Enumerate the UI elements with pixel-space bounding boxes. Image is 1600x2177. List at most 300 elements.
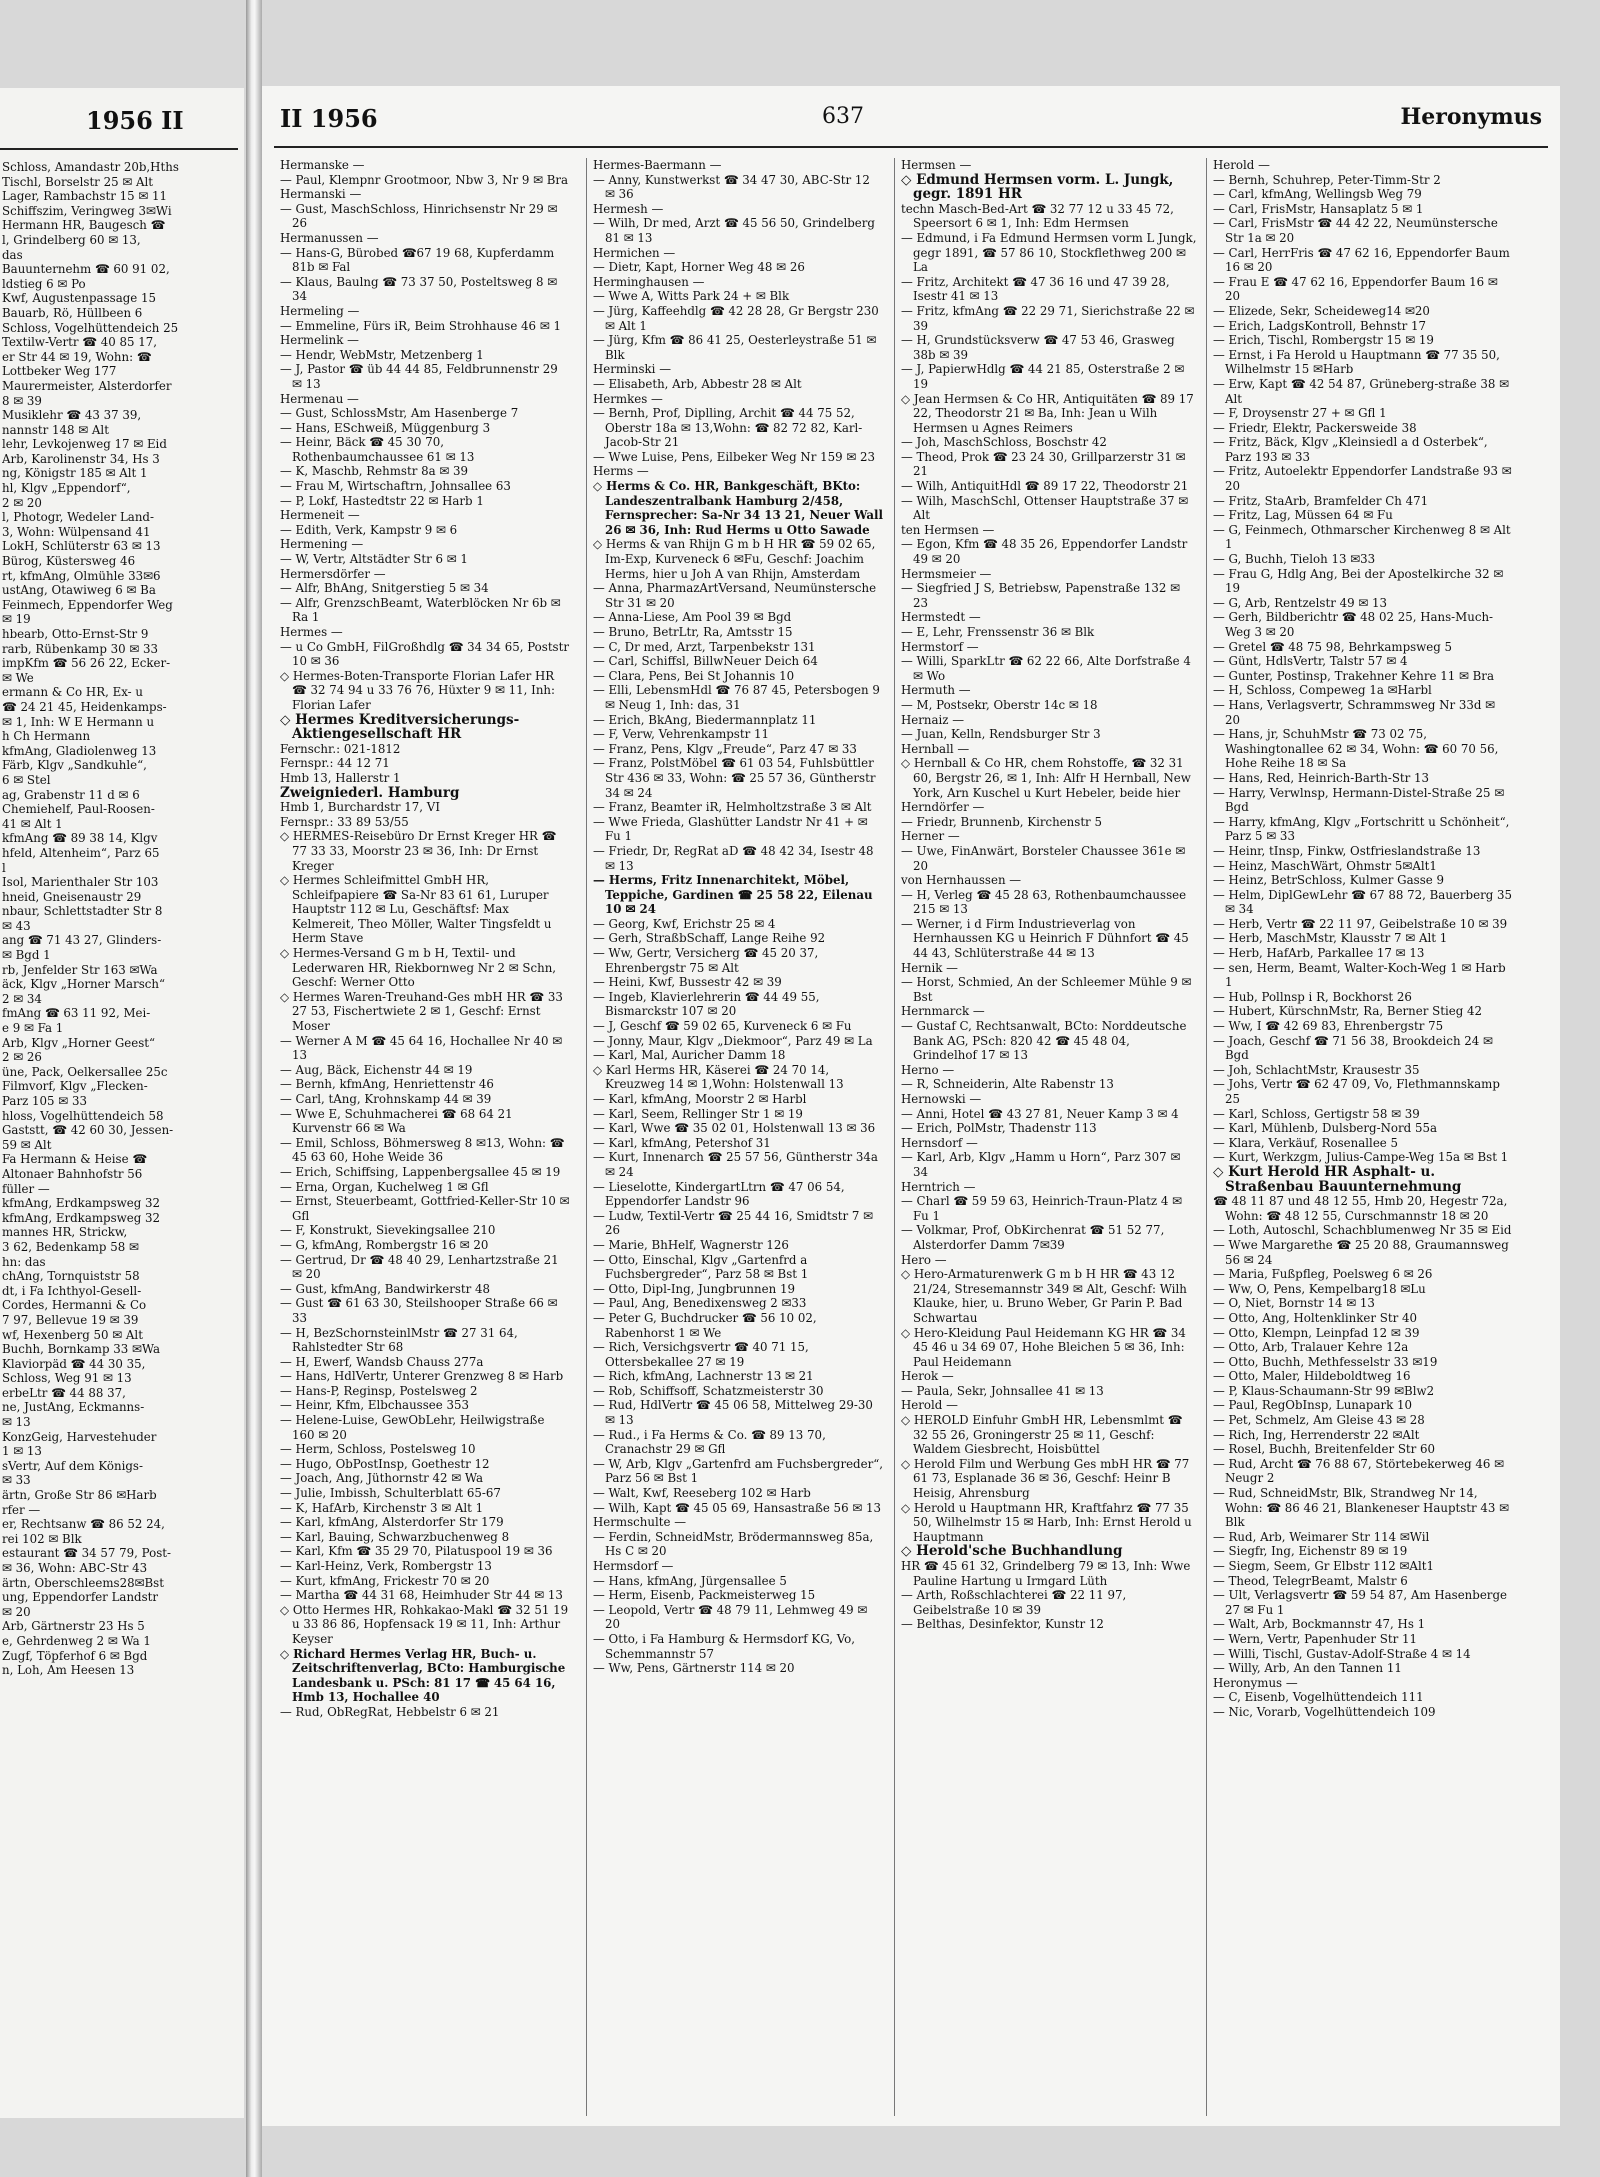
directory-entry: Hermstorf — <box>901 639 979 654</box>
directory-entry: — Karl, Schloss, Gertigstr 58 ✉ 39 <box>1213 1106 1420 1121</box>
directory-line: ldstieg 6 ✉ Po <box>2 276 86 291</box>
directory-entry: — Karl, Mal, Auricher Damm 18 <box>593 1048 786 1063</box>
directory-entry: — Fritz, Autoelektr Eppendorfer Landstraße 93 ✉ 20 <box>1213 464 1512 494</box>
directory-entry: — Gustaf C, Rechtsanwalt, BCto: Norddeutsche Bank AG, PSch: 820 42 ☎ 45 48 04, Grindelhof 17 ✉ 13 <box>901 1019 1187 1063</box>
directory-entry: ◇ Herold u Hauptmann HR, Kraftfahrz ☎ 77 35 50, Wilhelmstr 15 ✉ Harb, Inh: Ernst Herold u Hauptmann <box>901 1500 1192 1544</box>
directory-line: estaurant ☎ 34 57 79, Post- <box>2 1546 171 1561</box>
directory-entry: — sen, Herm, Beamt, Walter-Koch-Weg 1 ✉ Harb 1 <box>1213 960 1506 990</box>
directory-line: rei 102 ✉ Blk <box>2 1531 82 1546</box>
directory-line: hl, Klgv „Eppendorf“, <box>2 481 131 496</box>
directory-entry: — Harry, Verwlnsp, Hermann-Distel-Straße 25 ✉ Bgd <box>1213 785 1505 815</box>
directory-entry: Herok — <box>901 1369 954 1384</box>
directory-entry: — Jürg, Kaffeehdlg ☎ 42 28 28, Gr Bergstr 230 ✉ Alt 1 <box>593 303 879 333</box>
directory-entry: — Helene-Luise, GewObLehr, Heilwigstraße 160 ✉ 20 <box>280 1413 545 1442</box>
directory-entry: — Erich, BkAng, Biedermannplatz 11 <box>593 712 817 727</box>
directory-entry: — Edith, Verk, Kampstr 9 ✉ 6 <box>280 522 458 537</box>
directory-line: 41 ✉ Alt 1 <box>2 816 63 831</box>
directory-entry: — Carl, FrisMstr ☎ 44 42 22, Neumünstersche Str 1a ✉ 20 <box>1213 216 1498 245</box>
directory-entry: Hermstedt — <box>901 610 981 625</box>
directory-entry: Hermichen — <box>593 245 676 260</box>
directory-entry: Herno — <box>901 1062 955 1077</box>
directory-entry: — M, Postsekr, Oberstr 14c ✉ 18 <box>901 697 1098 712</box>
directory-entry: — Herb, HafArb, Parkallee 17 ✉ 13 <box>1213 946 1425 961</box>
directory-line: ✉ Bgd 1 <box>2 948 51 963</box>
directory-line: kfmAng, Erdkampsweg 32 <box>2 1196 161 1211</box>
right-page <box>262 86 1560 2126</box>
directory-entry: — Peter G, Buchdrucker ☎ 56 10 02, Rabenhorst 1 ✉ We <box>593 1310 817 1340</box>
directory-line: Chemiehelf, Paul-Roosen- <box>2 802 155 817</box>
running-head-right: Heronymus <box>1400 104 1542 130</box>
directory-entry-highlighted: ◇ Kurt Herold HR Asphalt- u. Straßenbau Bauunternehmung <box>1213 1163 1462 1195</box>
directory-entry: Hero — <box>901 1252 947 1267</box>
directory-entry: Hermsmeier — <box>901 566 992 581</box>
running-head-left: II 1956 <box>280 104 378 133</box>
directory-entry: ◇ Hernball & Co HR, chem Rohstoffe, ☎ 32 31 60, Bergstr 26, ✉ 1, Inh: Alfr H Hernball, New York, Arn Kuschel u Kurt Hebeler, beide hier <box>901 756 1191 800</box>
directory-line: ang ☎ 71 43 27, Glinders- <box>2 933 162 948</box>
directory-line: äck, Klgv „Horner Marsch“ <box>2 977 165 992</box>
directory-entry: — R, Schneiderin, Alte Rabenstr 13 <box>901 1077 1114 1092</box>
directory-entry: — Alfr, BhAng, Snitgerstieg 5 ✉ 34 <box>280 581 489 596</box>
directory-entry: — Karl, kfmAng, Petershof 31 <box>593 1135 771 1150</box>
directory-entry: — Klaus, Baulng ☎ 73 37 50, Posteltsweg 8 ✉ 34 <box>280 274 558 304</box>
directory-entry: — Jonny, Maur, Klgv „Diekmoor“, Parz 49 ✉ La <box>593 1033 873 1048</box>
directory-entry: Hermersdörfer — <box>280 566 386 581</box>
directory-line: sVertr, Auf dem Königs- <box>2 1458 143 1473</box>
directory-entry: — Gust, kfmAng, Bandwirkerstr 48 <box>280 1281 491 1296</box>
directory-entry: — Willi, Tischl, Gustav-Adolf-Straße 4 ✉ 14 <box>1213 1646 1471 1661</box>
directory-line: ag, Grabenstr 11 d ✉ 6 <box>2 787 140 802</box>
directory-entry: — Carl, Schiffsl, BillwNeuer Deich 64 <box>593 654 818 669</box>
directory-line: Bürog, Küstersweg 46 <box>2 554 136 569</box>
directory-line: Arb, Gärtnerstr 23 Hs 5 <box>2 1619 145 1634</box>
directory-entry: — Marie, BhHelf, Wagnerstr 126 <box>593 1237 789 1252</box>
directory-entry-highlighted: ◇ Herms & Co. HR, Bankgeschäft, BKto: Landeszentralbank Hamburg 2/458, Fernsprecher: Sa-Nr 34 13 21, Neuer Wall 26 ✉ 36, Inh: Rud Herms u Otto Sawade <box>593 479 883 537</box>
directory-entry: — Hans, jr, SchuhMstr ☎ 73 02 75, Washingtonallee 62 ✉ 34, Wohn: ☎ 60 70 56, Hohe Reihe 18 ✉ Sa <box>1213 727 1499 771</box>
directory-entry: — H, BezSchornsteinlMstr ☎ 27 31 64, Rahlstedter Str 68 <box>280 1325 518 1355</box>
directory-line: ärtn, Oberschleems28✉Bst <box>2 1575 164 1590</box>
header-rule <box>0 148 238 150</box>
directory-entry: — Ult, Verlagsvertr ☎ 59 54 87, Am Hasenberge 27 ✉ Fu 1 <box>1213 1588 1507 1617</box>
directory-line: ✉ 33 <box>2 1473 31 1488</box>
directory-line: n, Loh, Am Heesen 13 <box>2 1663 135 1678</box>
directory-line: impKfm ☎ 56 26 22, Ecker- <box>2 656 171 671</box>
directory-entry: — Clara, Pens, Bei St Johannis 10 <box>593 668 795 683</box>
directory-entry: — Arth, Roßschlachterei ☎ 22 11 97, Geibelstraße 10 ✉ 39 <box>901 1588 1127 1617</box>
directory-entry: — Rud, Arb, Weimarer Str 114 ✉Wil <box>1213 1529 1430 1544</box>
directory-entry-highlighted: ◇ Herold'sche Buchhandlung <box>901 1543 1123 1560</box>
directory-line: hloss, Vogelhüttendeich 58 <box>2 1108 164 1123</box>
directory-entry: — Herb, MaschMstr, Klausstr 7 ✉ Alt 1 <box>1213 931 1448 946</box>
directory-entry: — Belthas, Desinfektor, Kunstr 12 <box>901 1617 1104 1632</box>
directory-entry: ◇ Otto Hermes HR, Rohkakao-Makl ☎ 32 51 19 u 33 86 86, Hopfensack 19 ✉ 11, Inh: Arthur Keyser <box>280 1602 569 1646</box>
directory-line: füller — <box>2 1181 50 1196</box>
directory-entry: ◇ Herms & van Rhijn G m b H HR ☎ 59 02 65, Im-Exp, Kurveneck 6 ✉Fu, Geschf: Joachim Herms, hier u Joh A van Rhijn, Amsterdam <box>593 537 876 581</box>
directory-entry: — Paul, Ang, Benedixensweg 2 ✉33 <box>593 1296 807 1311</box>
directory-entry: — Hans, kfmAng, Jürgensallee 5 <box>593 1573 787 1588</box>
directory-entry: — Karl, Mühlenb, Dulsberg-Nord 55a <box>1213 1121 1437 1136</box>
directory-line: Arb, Klgv „Horner Geest“ <box>2 1035 156 1050</box>
directory-line: l, Photogr, Wedeler Land- <box>2 510 154 525</box>
directory-entry: — Otto, i Fa Hamburg & Hermsdorf KG, Vo, Schemmannstr 57 <box>593 1631 856 1661</box>
directory-line: 59 ✉ Alt <box>2 1137 52 1152</box>
directory-line: Färb, Klgv „Sandkuhle“, <box>2 758 147 773</box>
directory-entry: — Ww, O, Pens, Kempelbarg18 ✉Lu <box>1213 1281 1426 1296</box>
directory-entry: — Rich, kfmAng, Lachnerstr 13 ✉ 21 <box>593 1369 814 1384</box>
directory-line: hbearb, Otto-Ernst-Str 9 <box>2 627 149 641</box>
directory-entry: — Hans-P, Reginsp, Postelsweg 2 <box>280 1383 478 1398</box>
directory-entry: — Gertrud, Dr ☎ 48 40 29, Lenhartzstraße 21 ✉ 20 <box>280 1252 559 1282</box>
directory-entry: ◇ Hermes-Versand G m b H, Textil- und Lederwaren HR, Riekbornweg Nr 2 ✉ Schn, Geschf: Werner Otto <box>280 946 557 990</box>
directory-entry: — Erich, PolMstr, Thadenstr 113 <box>901 1121 1097 1136</box>
directory-line: hn: das <box>2 1254 46 1269</box>
directory-entry: — Siegm, Seem, Gr Elbstr 112 ✉Alt1 <box>1213 1559 1434 1573</box>
directory-entry: — Rich, Versichgsvertr ☎ 40 71 15, Ottersbekallee 27 ✉ 19 <box>593 1340 809 1369</box>
directory-entry: Fernspr.: 33 89 53/55 <box>280 814 409 829</box>
directory-line: KonzGeig, Harvestehuder <box>2 1429 157 1444</box>
directory-entry: — Hans, Red, Heinrich-Barth-Str 13 <box>1213 770 1430 785</box>
directory-entry: Fernschr.: 021-1812 <box>280 741 401 756</box>
directory-entry: — Walt, Kwf, Reeseberg 102 ✉ Harb <box>593 1486 811 1501</box>
directory-entry: — u Co GmbH, FilGroßhdlg ☎ 34 34 65, Poststr 10 ✉ 36 <box>280 639 569 669</box>
directory-entry: Herold — <box>1213 158 1270 172</box>
left-page <box>0 88 244 2118</box>
directory-entry: — J, Pastor ☎ üb 44 44 85, Feldbrunnenstr 29 ✉ 13 <box>280 362 558 391</box>
directory-line: ✉ 13 <box>2 1415 31 1430</box>
directory-entry: — Ww, Pens, Gärtnerstr 114 ✉ 20 <box>593 1661 795 1676</box>
directory-entry: — Hans, Verlagsvertr, Schrammsweg Nr 33d ✉ 20 <box>1213 697 1496 727</box>
directory-entry: — Wwe A, Witts Park 24 + ✉ Blk <box>593 289 790 304</box>
directory-entry: ◇ HERMES-Reisebüro Dr Ernst Kreger HR ☎ 77 33 33, Moorstr 23 ✉ 36, Inh: Dr Ernst Kreger <box>280 829 557 873</box>
directory-entry: — P, Klaus-Schaumann-Str 99 ✉Blw2 <box>1213 1383 1435 1398</box>
directory-entry: Herminski — <box>593 362 671 377</box>
directory-entry: — Helm, DiplGewLehr ☎ 67 88 72, Bauerberg 35 ✉ 34 <box>1213 887 1513 917</box>
directory-entry: — Karl, Seem, Rellinger Str 1 ✉ 19 <box>593 1106 803 1121</box>
directory-entry: — Rich, Ing, Herrenderstr 22 ✉Alt <box>1213 1427 1420 1442</box>
directory-line: das <box>2 247 23 262</box>
directory-entry: — Erich, Schiffsing, Lappenbergsallee 45 ✉ 19 <box>280 1164 561 1179</box>
directory-entry: HR ☎ 45 61 32, Grindelberg 79 ✉ 13, Inh: Wwe Pauline Hartung u Irmgard Lüth <box>901 1559 1191 1588</box>
directory-entry: Hernowski — <box>901 1092 982 1106</box>
directory-entry: Herner — <box>901 829 960 844</box>
directory-entry: — Hans, HdlVertr, Unterer Grenzweg 8 ✉ Harb <box>280 1369 564 1384</box>
directory-entry: Hermsdorf — <box>593 1559 674 1573</box>
directory-entry: techn Masch-Bed-Art ☎ 32 77 12 u 33 45 72, Speersort 6 ✉ 1, Inh: Edm Hermsen <box>901 201 1174 231</box>
directory-entry: — Otto, Dipl-Ing, Jungbrunnen 19 <box>593 1281 795 1296</box>
directory-entry: — Ernst, Steuerbeamt, Gottfried-Keller-Str 10 ✉ Gfl <box>280 1194 570 1223</box>
directory-line: nannstr 148 ✉ Alt <box>2 422 109 437</box>
directory-line: e 9 ✉ Fa 1 <box>2 1021 64 1036</box>
directory-entry: — Werner A M ☎ 45 64 16, Hochallee Nr 40 ✉ 13 <box>280 1033 563 1063</box>
directory-entry: — Elli, LebensmHdl ☎ 76 87 45, Petersbogen 9 ✉ Neug 1, Inh: das, 31 <box>593 683 880 712</box>
directory-entry: — Fritz, kfmAng ☎ 22 29 71, Sierichstraße 22 ✉ 39 <box>901 303 1195 333</box>
directory-entry: — K, Maschb, Rehmstr 8a ✉ 39 <box>280 464 469 479</box>
directory-entry: ◇ Herold Film und Werbung Ges mbH HR ☎ 77 61 73, Esplanade 36 ✉ 36, Geschf: Heinr B Heisig, Ahrensburg <box>901 1456 1190 1501</box>
directory-line: Bauunternehm ☎ 60 91 02, <box>2 262 170 277</box>
directory-entry: — Kurt, Werkzgm, Julius-Campe-Weg 15a ✉ Bst 1 <box>1213 1150 1509 1165</box>
directory-entry: — Nic, Vorarb, Vogelhüttendeich 109 <box>1213 1704 1436 1719</box>
directory-entry: Hernik — <box>901 960 958 975</box>
directory-entry: — Maria, Fußpfleg, Poelsweg 6 ✉ 26 <box>1213 1267 1433 1282</box>
directory-entry: — H, Verleg ☎ 45 28 63, Rothenbaumchaussee 215 ✉ 13 <box>901 887 1187 917</box>
directory-line: chAng, Tornquiststr 58 <box>2 1269 140 1284</box>
directory-line: l, Grindelberg 60 ✉ 13, <box>2 232 141 247</box>
directory-line: Maurermeister, Alsterdorfer <box>2 378 172 393</box>
directory-entry: — Fritz, Bäck, Klgv „Kleinsiedl a d Osterbek“, Parz 193 ✉ 33 <box>1213 435 1488 464</box>
directory-entry: — Willy, Arb, An den Tannen 11 <box>1213 1661 1402 1676</box>
directory-entry: — Karl, Wwe ☎ 35 02 01, Holstenwall 13 ✉ 36 <box>593 1121 876 1136</box>
directory-entry: — Jürg, Kfm ☎ 86 41 25, Oesterleystraße 51 ✉ Blk <box>593 333 877 362</box>
directory-entry: — Anna, PharmazArtVersand, Neumünstersche Str 31 ✉ 20 <box>593 581 877 610</box>
directory-line: l <box>2 860 6 875</box>
directory-column-1 <box>280 158 570 2116</box>
directory-entry: — Herm, Schloss, Postelsweg 10 <box>280 1442 476 1457</box>
directory-entry: — Frau G, Hdlg Ang, Bei der Apostelkirche 32 ✉ 19 <box>1213 566 1504 596</box>
directory-entry: — Hendr, WebMstr, Metzenberg 1 <box>280 347 484 362</box>
directory-entry: ◇ Karl Herms HR, Käserei ☎ 24 70 14, Kreuzweg 14 ✉ 1,Wohn: Holstenwall 13 <box>593 1062 844 1092</box>
directory-line: Bauarb, Rö, Hüllbeen 6 <box>2 305 143 320</box>
directory-entry: — Hub, Pollnsp i R, Bockhorst 26 <box>1213 989 1412 1004</box>
directory-line: 2 ✉ 34 <box>2 991 42 1006</box>
directory-entry: — Heinz, BetrSchloss, Kulmer Gasse 9 <box>1213 873 1444 888</box>
directory-line: üne, Pack, Oelkersallee 25c <box>2 1064 168 1079</box>
directory-entry: Hernmarck — <box>901 1004 985 1019</box>
left-page-column <box>2 160 238 2108</box>
directory-entry: Hermes — <box>280 625 343 639</box>
directory-entry: — Wwe E, Schuhmacherei ☎ 68 64 21 Kurvenstr 66 ✉ Wa <box>280 1106 513 1136</box>
directory-entry: — Theod, TelegrBeamt, Malstr 6 <box>1213 1573 1408 1588</box>
directory-line: kfmAng, Gladiolenweg 13 <box>2 743 157 758</box>
directory-entry: Hermanske — <box>280 158 365 172</box>
directory-line: fmAng ☎ 63 11 92, Mei- <box>2 1006 151 1021</box>
directory-entry: — Wwe Luise, Pens, Eilbeker Weg Nr 159 ✉ 23 <box>593 449 876 464</box>
directory-entry: — Wern, Vertr, Papenhuder Str 11 <box>1213 1631 1417 1646</box>
directory-entry: — H, Grundstücksverw ☎ 47 53 46, Grasweg 38b ✉ 39 <box>901 333 1175 362</box>
directory-entry: — Horst, Schmied, An der Schleemer Mühle 9 ✉ Bst <box>901 975 1192 1004</box>
directory-entry: Hermkes — <box>593 391 663 406</box>
directory-entry: — Loth, Autoschl, Schachblumenweg Nr 35 ✉ Eid <box>1213 1223 1512 1238</box>
directory-line: Schiffszim, Veringweg 3✉Wi <box>2 203 172 218</box>
directory-entry: — Joach, Geschf ☎ 71 56 38, Brookdeich 24 ✉ Bgd <box>1213 1033 1493 1063</box>
directory-entry: — Theod, Prok ☎ 23 24 30, Grillparzerstr 31 ✉ 21 <box>901 449 1186 479</box>
directory-line: kfmAng, Erdkampsweg 32 <box>2 1210 161 1225</box>
directory-entry: — Ernst, i Fa Herold u Hauptmann ☎ 77 35 50, Wilhelmstr 15 ✉Harb <box>1213 347 1500 377</box>
directory-entry: — Emil, Schloss, Böhmersweg 8 ✉13, Wohn: ☎ 45 63 60, Hohe Weide 36 <box>280 1135 565 1165</box>
directory-entry: — Karl-Heinz, Verk, Rombergstr 13 <box>280 1559 492 1573</box>
directory-entry: — Joh, MaschSchloss, Boschstr 42 <box>901 435 1107 450</box>
directory-entry: ◇ Hermes Schleifmittel GmbH HR, Schleifpapiere ☎ Sa-Nr 83 61 61, Luruper Hauptstr 112 ✉ Lu, Geschäftsf: Max Kelmereit, Theo Möller, Walter Tingsfeldt u Herm Stave <box>280 873 552 946</box>
directory-entry: — Heinr, Kfm, Elbchaussee 353 <box>280 1398 470 1413</box>
directory-entry: — Karl, kfmAng, Moorstr 2 ✉ Harbl <box>593 1092 807 1106</box>
directory-entry: — Georg, Kwf, Erichstr 25 ✉ 4 <box>593 916 776 931</box>
directory-entry: — Heinr, tInsp, Finkw, Ostfrieslandstraße 13 <box>1213 843 1481 858</box>
directory-line: ung, Eppendorfer Landstr <box>2 1590 159 1605</box>
directory-line: Textilw-Vertr ☎ 40 85 17, <box>2 335 158 350</box>
directory-entry: Hermschulte — <box>593 1515 686 1530</box>
directory-line: erbeLtr ☎ 44 88 37, <box>2 1385 126 1400</box>
directory-entry: — Bruno, BetrLtr, Ra, Amtsstr 15 <box>593 625 793 639</box>
directory-entry: — Siegfried J S, Betriebsw, Papenstraße 132 ✉ 23 <box>901 581 1181 610</box>
directory-entry: — Carl, HerrFris ☎ 47 62 16, Eppendorfer Baum 16 ✉ 20 <box>1213 245 1510 275</box>
directory-entry: — Werner, i d Firm Industrieverlag von Hernhaussen KG u Heinrich F Dühnfort ☎ 45 44 43, Schlüterstraße 44 ✉ 13 <box>901 916 1189 961</box>
directory-entry: — Wwe Frieda, Glashütter Landstr Nr 41 + ✉ Fu 1 <box>593 814 868 844</box>
directory-entry: Herminghausen — <box>593 274 705 289</box>
directory-entry: — Anna-Liese, Am Pool 39 ✉ Bgd <box>593 610 792 625</box>
directory-entry: — Herb, Vertr ☎ 22 11 97, Geibelstraße 10 ✉ 39 <box>1213 916 1508 931</box>
directory-entry: — Carl, FrisMstr, Hansaplatz 5 ✉ 1 <box>1213 201 1424 216</box>
directory-entry: Hernsdorf — <box>901 1135 978 1150</box>
directory-entry: — Wilh, MaschSchl, Ottenser Hauptstraße 37 ✉ Alt <box>901 493 1189 523</box>
directory-line: rb, Jenfelder Str 163 ✉Wa <box>2 962 158 977</box>
directory-line: lehr, Levkojenweg 17 ✉ Eid <box>2 437 167 452</box>
directory-entry: Herold — <box>901 1398 958 1413</box>
directory-line: Cordes, Hermanni & Co <box>2 1298 147 1313</box>
directory-entry: — Rud., i Fa Herms & Co. ☎ 89 13 70, Cranachstr 29 ✉ Gfl <box>593 1427 826 1457</box>
directory-entry: — C, Dr med, Arzt, Tarpenbekstr 131 <box>593 639 816 654</box>
directory-entry: — Paul, Klempnr Grootmoor, Nbw 3, Nr 9 ✉ Bra <box>280 172 569 187</box>
directory-entry: — Otto, Arb, Tralauer Kehre 12a <box>1213 1340 1409 1355</box>
directory-entry: — G, Buchh, Tieloh 13 ✉33 <box>1213 552 1376 567</box>
directory-entry: ◇ Hermes Waren-Treuhand-Ges mbH HR ☎ 33 27 53, Fischertwiete 2 ✉ 1, Geschf: Ernst Moser <box>280 989 563 1034</box>
directory-entry: — Frau M, Wirtschaftrn, Johnsallee 63 <box>280 479 511 494</box>
directory-line: Parz 105 ✉ 33 <box>2 1094 87 1108</box>
directory-column-4 <box>1206 158 1513 2116</box>
directory-entry: — Bernh, Schuhrep, Peter-Timm-Str 2 <box>1213 172 1441 187</box>
directory-entry: Hermenau — <box>280 391 359 406</box>
directory-line: ustAng, Otawiweg 6 ✉ Ba <box>2 583 156 598</box>
directory-entry: — Kurt, Innenarch ☎ 25 57 56, Güntherstr 34a ✉ 24 <box>593 1150 878 1179</box>
directory-entry: — Martha ☎ 44 31 68, Heimhuder Str 44 ✉ 13 <box>280 1588 563 1603</box>
directory-line: Arb, Karolinenstr 34, Hs 3 <box>2 451 160 466</box>
directory-entry: — Gust, MaschSchloss, Hinrichsenstr Nr 29 ✉ 26 <box>280 201 558 231</box>
directory-entry: — Karl, Bauing, Schwarzbuchenweg 8 <box>280 1529 510 1544</box>
directory-entry: Herndörfer — <box>901 800 985 815</box>
directory-entry: — Fritz, Architekt ☎ 47 36 16 und 47 39 28, Isestr 41 ✉ 13 <box>901 274 1170 304</box>
directory-entry: — Edmund, i Fa Edmund Hermsen vorm L Jungk, gegr 1891, ☎ 57 86 10, Stockflethweg 200 ✉ La <box>901 230 1197 275</box>
directory-entry: — Bernh, kfmAng, Henriettenstr 46 <box>280 1077 494 1092</box>
directory-entry: — Wilh, Dr med, Arzt ☎ 45 56 50, Grindelberg 81 ✉ 13 <box>593 216 875 245</box>
directory-line: er Str 44 ✉ 19, Wohn: ☎ <box>2 349 152 364</box>
directory-entry: — Rud, ObRegRat, Hebbelstr 6 ✉ 21 <box>280 1704 500 1719</box>
directory-entry: — Gretel ☎ 48 75 98, Behrkampsweg 5 <box>1213 639 1453 654</box>
directory-entry: — Günt, HdlsVertr, Talstr 57 ✉ 4 <box>1213 654 1408 669</box>
directory-line: Lager, Rambachstr 15 ✉ 11 <box>2 189 167 204</box>
directory-entry: — Elisabeth, Arb, Abbestr 28 ✉ Alt <box>593 376 802 391</box>
directory-entry: — Friedr, Elektr, Packersweide 38 <box>1213 420 1417 435</box>
directory-entry-highlighted: Zweigniederl. Hamburg <box>280 784 460 801</box>
directory-entry: — Anni, Hotel ☎ 43 27 81, Neuer Kamp 3 ✉ 4 <box>901 1106 1179 1121</box>
directory-entry: — Dietr, Kapt, Horner Weg 48 ✉ 26 <box>593 260 805 275</box>
directory-entry: Hermsen — <box>901 158 972 172</box>
directory-entry: — W, Arb, Klgv „Gartenfrd am Fuchsbergreder“, Parz 56 ✉ Bst 1 <box>593 1456 883 1486</box>
directory-line: ne, JustAng, Eckmanns- <box>2 1400 145 1415</box>
directory-entry: — G, Feinmech, Othmarscher Kirchenweg 8 ✉ Alt 1 <box>1213 522 1511 552</box>
directory-line: LokH, Schlüterstr 63 ✉ 13 <box>2 539 161 554</box>
directory-line: rfer — <box>2 1502 41 1517</box>
directory-line: ✉ 19 <box>2 612 31 627</box>
directory-line: nbaur, Schlettstadter Str 8 <box>2 904 163 919</box>
directory-entry: Hernball — <box>901 741 970 756</box>
directory-entry: — Emmeline, Fürs iR, Beim Strohhause 46 ✉ 1 <box>280 318 561 333</box>
directory-entry: — Gerh, StraßbSchaff, Lange Reihe 92 <box>593 931 826 946</box>
directory-entry: — J, Geschf ☎ 59 02 65, Kurveneck 6 ✉ Fu <box>593 1019 852 1034</box>
directory-entry-highlighted: ◇ Hermes Kreditversicherungs-Aktiengesellschaft HR <box>280 711 520 743</box>
directory-entry: — Karl, Kfm ☎ 35 29 70, Pilatuspool 19 ✉ 36 <box>280 1544 553 1559</box>
directory-line: 3, Wohn: Wülpensand 41 <box>2 524 151 539</box>
directory-line: ng, Königstr 185 ✉ Alt 1 <box>2 466 148 481</box>
directory-entry: Hermanski — <box>280 187 362 202</box>
directory-entry: Hernaiz — <box>901 712 965 727</box>
directory-entry: ◇ Hero-Kleidung Paul Heidemann KG HR ☎ 34 45 46 u 34 69 07, Hohe Bleichen 5 ✉ 36, Inh: Paul Heidemann <box>901 1325 1186 1369</box>
directory-entry: — Otto, Klempn, Leinpfad 12 ✉ 39 <box>1213 1325 1420 1340</box>
directory-entry: ◇ Hero-Armaturenwerk G m b H HR ☎ 43 12 21/24, Stresemannstr 349 ✉ Alt, Geschf: Wilh Klauke, hier, u. Bruno Weber, Gr Parin P. Bad Schwartau <box>901 1267 1187 1325</box>
directory-entry: — Ww, Gertr, Versicherg ☎ 45 20 37, Ehrenbergstr 75 ✉ Alt <box>593 946 819 975</box>
directory-entry: Fernspr.: 44 12 71 <box>280 756 390 771</box>
directory-entry: — Ww, I ☎ 42 69 83, Ehrenbergstr 75 <box>1213 1019 1444 1034</box>
directory-entry: — Harry, kfmAng, Klgv „Fortschritt u Schönheit“, Parz 5 ✉ 33 <box>1213 814 1510 844</box>
directory-entry: — Gerh, Bildberichtr ☎ 48 02 25, Hans-Much-Weg 3 ✉ 20 <box>1213 610 1494 639</box>
directory-entry: — Heini, Kwf, Bussestr 42 ✉ 39 <box>593 975 782 990</box>
directory-entry: — Frau E ☎ 47 62 16, Eppendorfer Baum 16 ✉ 20 <box>1213 274 1498 304</box>
directory-entry: — F, Verw, Vehrenkampstr 11 <box>593 727 769 742</box>
directory-entry: — Gust ☎ 61 63 30, Steilshooper Straße 66 ✉ 33 <box>280 1296 558 1325</box>
directory-entry: — G, Arb, Rentzelstr 49 ✉ 13 <box>1213 595 1388 610</box>
directory-line: Fa Hermann & Heise ☎ <box>2 1152 148 1167</box>
header-rule <box>274 146 1548 148</box>
directory-line: 8 ✉ 39 <box>2 393 42 408</box>
directory-entry: — Volkmar, Prof, ObKirchenrat ☎ 51 52 77, Alsterdorfer Damm 7✉39 <box>901 1223 1165 1252</box>
directory-entry: — Elizede, Sekr, Scheideweg14 ✉20 <box>1213 303 1430 318</box>
directory-entry: — F, Droysenstr 27 + ✉ Gfl 1 <box>1213 406 1387 421</box>
directory-entry: — Otto, Maler, Hildeboldtweg 16 <box>1213 1369 1411 1384</box>
directory-entry: — Friedr, Brunnenb, Kirchenstr 5 <box>901 814 1102 829</box>
directory-entry: — Joh, SchlachtMstr, Krausestr 35 <box>1213 1062 1420 1077</box>
directory-line: Zugf, Töpferhof 6 ✉ Bgd <box>2 1648 148 1663</box>
directory-entry: — Joach, Ang, Jüthornstr 42 ✉ Wa <box>280 1471 484 1486</box>
directory-entry: ☎ 48 11 87 und 48 12 55, Hmb 20, Hegestr 72a, Wohn: ☎ 48 12 55, Curschmannstr 18 ✉ 20 <box>1213 1194 1508 1223</box>
directory-entry-highlighted: ◇ Richard Hermes Verlag HR, Buch- u. Zeitschriftenverlag, BCto: Hamburgische Landesbank u. PSch: 81 17 ☎ 45 64 16, Hmb 13, Hochallee 40 <box>280 1646 566 1705</box>
directory-line: h Ch Hermann <box>2 729 91 744</box>
directory-line: Kwf, Augustenpassage 15 <box>2 291 157 306</box>
directory-entry: — Bernh, Prof, Diplling, Archit ☎ 44 75 52, Oberstr 18a ✉ 13,Wohn: ☎ 82 72 82, Karl-Jacob-Str 21 <box>593 406 863 450</box>
directory-entry: — Ferdin, SchneidMstr, Brödermannsweg 85a, Hs C ✉ 20 <box>593 1529 874 1559</box>
page-number: 637 <box>822 104 864 129</box>
directory-entry: — Rud, Archt ☎ 76 88 67, Störtebekerweg 46 ✉ Neugr 2 <box>1213 1456 1505 1486</box>
directory-line: Buchh, Bornkamp 33 ✉Wa <box>2 1342 161 1357</box>
directory-entry: — Otto, Ang, Holtenklinker Str 40 <box>1213 1310 1417 1325</box>
directory-entry: ◇ Hermes-Boten-Transporte Florian Lafer HR ☎ 32 74 94 u 33 76 76, Hüxter 9 ✉ 11, Inh: Florian Lafer <box>280 668 555 712</box>
directory-entry: — Heinr, Bäck ☎ 45 30 70, Rothenbaumchaussee 61 ✉ 13 <box>280 435 475 464</box>
directory-entry: Hermening — <box>280 537 364 552</box>
directory-entry: — Erich, LadgsKontroll, Behnstr 17 <box>1213 318 1427 333</box>
directory-entry: — Gunter, Postinsp, Trakehner Kehre 11 ✉ Bra <box>1213 668 1494 683</box>
directory-line: ✉ We <box>2 670 34 685</box>
directory-line: 1 ✉ 13 <box>2 1444 42 1459</box>
directory-line: Isol, Marienthaler Str 103 <box>2 875 159 890</box>
directory-line: Schloss, Weg 91 ✉ 13 <box>2 1371 132 1386</box>
directory-line: ✉ 36, Wohn: ABC-Str 43 <box>2 1561 148 1575</box>
directory-line: Feinmech, Eppendorfer Weg <box>2 597 173 612</box>
left-page-header: 1956 II <box>86 106 184 135</box>
directory-entry: — Franz, Beamter iR, Helmholtzstraße 3 ✉ Alt <box>593 800 872 815</box>
directory-entry: — Wilh, Kapt ☎ 45 05 69, Hansastraße 56 ✉ 13 <box>593 1500 881 1515</box>
directory-entry: — Gust, SchlossMstr, Am Hasenberge 7 <box>280 406 519 421</box>
directory-line: kfmAng ☎ 89 38 14, Klgv <box>2 831 158 846</box>
directory-entry: Hmb 1, Burchardstr 17, VI <box>280 800 440 815</box>
directory-entry: — Egon, Kfm ☎ 48 35 26, Eppendorfer Landstr 49 ✉ 20 <box>901 537 1188 567</box>
directory-line: Musiklehr ☎ 43 37 39, <box>2 408 142 423</box>
directory-line: mannes HR, Strickw, <box>2 1225 128 1240</box>
directory-entry: — Rob, Schiffsoff, Schatzmeisterstr 30 <box>593 1383 824 1398</box>
